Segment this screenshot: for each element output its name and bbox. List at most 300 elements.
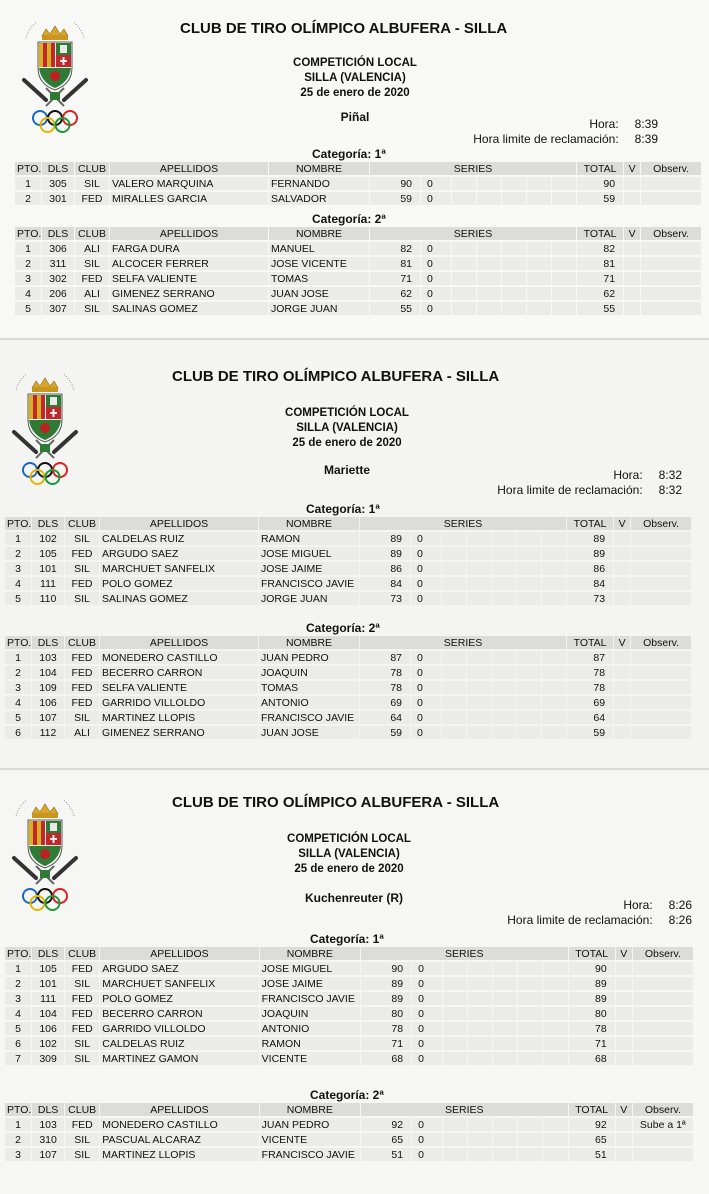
series-empty-cell bbox=[443, 1007, 467, 1020]
observ-cell bbox=[641, 272, 701, 285]
apellidos-cell: GARRIDO VILLOLDO bbox=[100, 696, 258, 709]
series-empty-cell bbox=[527, 177, 551, 190]
series-empty-cell bbox=[517, 666, 541, 679]
header-v: V bbox=[624, 227, 640, 240]
series-2-cell: 0 bbox=[421, 177, 451, 190]
header-total: TOTAL bbox=[567, 517, 613, 530]
nombre-cell: JUAN JOSE bbox=[269, 287, 369, 300]
series-1-cell: 90 bbox=[370, 177, 420, 190]
club-cell: SIL bbox=[65, 1052, 99, 1065]
series-2-cell: 0 bbox=[412, 977, 442, 990]
club-cell: FED bbox=[65, 1022, 99, 1035]
apellidos-cell: POLO GOMEZ bbox=[100, 577, 258, 590]
series-2-cell: 0 bbox=[421, 242, 451, 255]
nombre-cell: MANUEL bbox=[269, 242, 369, 255]
table-row bbox=[15, 302, 701, 315]
v-cell bbox=[624, 242, 640, 255]
dls-cell: 310 bbox=[32, 1133, 64, 1146]
dls-cell: 112 bbox=[32, 726, 64, 739]
series-empty-cell bbox=[452, 242, 476, 255]
series-2-cell: 0 bbox=[421, 302, 451, 315]
dls-cell: 306 bbox=[42, 242, 74, 255]
series-empty-cell bbox=[467, 592, 491, 605]
observ-cell bbox=[631, 577, 691, 590]
time-block bbox=[460, 468, 682, 498]
series-empty-cell bbox=[518, 1118, 542, 1131]
series-2-cell: 0 bbox=[412, 1133, 442, 1146]
series-1-cell: 82 bbox=[370, 242, 420, 255]
series-2-cell: 0 bbox=[421, 192, 451, 205]
series-empty-cell bbox=[452, 272, 476, 285]
header-total: TOTAL bbox=[569, 1103, 615, 1116]
series-1-cell: 78 bbox=[361, 1022, 411, 1035]
header-series: SERIES bbox=[361, 1103, 568, 1116]
category-title: Categoría: 1ª bbox=[306, 502, 380, 516]
header-v: V bbox=[616, 1103, 632, 1116]
total-cell: 89 bbox=[567, 547, 613, 560]
club-cell: SIL bbox=[65, 562, 99, 575]
observ-cell bbox=[631, 681, 691, 694]
apellidos-cell: MARCHUET SANFELIX bbox=[100, 977, 258, 990]
nombre-cell: JUAN PEDRO bbox=[260, 1118, 360, 1131]
series-empty-cell bbox=[477, 192, 501, 205]
competition-name: COMPETICIÓN LOCAL bbox=[293, 57, 417, 69]
nombre-cell: JOSE JAIME bbox=[259, 562, 359, 575]
v-cell bbox=[616, 1007, 632, 1020]
v-cell bbox=[616, 992, 632, 1005]
dls-cell: 103 bbox=[32, 651, 64, 664]
series-empty-cell bbox=[543, 1133, 567, 1146]
table-header-row bbox=[5, 1103, 693, 1116]
dls-cell: 109 bbox=[32, 681, 64, 694]
series-empty-cell bbox=[443, 1133, 467, 1146]
series-empty-cell bbox=[552, 302, 576, 315]
series-1-cell: 89 bbox=[360, 532, 410, 545]
series-empty-cell bbox=[492, 666, 516, 679]
nombre-cell: JORGE JUAN bbox=[259, 592, 359, 605]
series-empty-cell bbox=[502, 177, 526, 190]
observ-cell bbox=[641, 287, 701, 300]
position-cell: 5 bbox=[5, 1022, 31, 1035]
table-row bbox=[15, 242, 701, 255]
v-cell bbox=[614, 651, 630, 664]
header-v: V bbox=[624, 162, 640, 175]
reclamacion-value: 8:39 bbox=[634, 132, 658, 146]
table-row bbox=[5, 651, 691, 664]
header-apellidos: APELLIDOS bbox=[100, 947, 258, 960]
apellidos-cell: FARGA DURA bbox=[110, 242, 268, 255]
header-series: SERIES bbox=[370, 227, 576, 240]
header-apellidos: APELLIDOS bbox=[110, 162, 268, 175]
dls-cell: 107 bbox=[32, 1148, 64, 1161]
series-empty-cell bbox=[518, 1022, 542, 1035]
series-1-cell: 87 bbox=[360, 651, 410, 664]
header-apellidos: APELLIDOS bbox=[110, 227, 268, 240]
series-empty-cell bbox=[442, 577, 466, 590]
nombre-cell: JOSE VICENTE bbox=[269, 257, 369, 270]
series-empty-cell bbox=[492, 577, 516, 590]
table-row bbox=[5, 1007, 693, 1020]
series-empty-cell bbox=[518, 1037, 542, 1050]
series-empty-cell bbox=[442, 562, 466, 575]
series-empty-cell bbox=[468, 1118, 492, 1131]
series-empty-cell bbox=[493, 1007, 517, 1020]
header-pto: PTO. bbox=[17, 227, 41, 240]
v-cell bbox=[616, 1022, 632, 1035]
nombre-cell: JUAN JOSE bbox=[259, 726, 359, 739]
apellidos-cell: BECERRO CARRON bbox=[100, 1007, 258, 1020]
series-empty-cell bbox=[517, 696, 541, 709]
club-cell: SIL bbox=[65, 592, 99, 605]
header-dls: DLS bbox=[42, 162, 74, 175]
position-cell: 7 bbox=[5, 1052, 31, 1065]
nombre-cell: TOMAS bbox=[269, 272, 369, 285]
dls-cell: 106 bbox=[32, 1022, 64, 1035]
apellidos-cell: SALINAS GOMEZ bbox=[100, 592, 258, 605]
v-cell bbox=[614, 696, 630, 709]
weapon-name: Mariette bbox=[323, 463, 370, 477]
results-table bbox=[4, 515, 692, 607]
header-observ: Observ. bbox=[633, 947, 693, 960]
nombre-cell: FRANCISCO JAVIE bbox=[260, 1148, 360, 1161]
series-empty-cell bbox=[517, 651, 541, 664]
series-empty-cell bbox=[552, 257, 576, 270]
series-2-cell: 0 bbox=[411, 666, 441, 679]
series-empty-cell bbox=[543, 977, 567, 990]
header-club: CLUB bbox=[65, 947, 99, 960]
series-empty-cell bbox=[542, 696, 566, 709]
header-pto: PTO. bbox=[7, 636, 31, 649]
apellidos-cell: ARGUDO SAEZ bbox=[100, 962, 258, 975]
series-2-cell: 0 bbox=[411, 681, 441, 694]
header-club: CLUB bbox=[65, 1103, 99, 1116]
series-2-cell: 0 bbox=[411, 577, 441, 590]
total-cell: 55 bbox=[577, 302, 623, 315]
observ-cell bbox=[633, 1052, 693, 1065]
apellidos-cell: SALINAS GOMEZ bbox=[110, 302, 268, 315]
results-table bbox=[4, 945, 694, 1067]
series-empty-cell bbox=[452, 177, 476, 190]
nombre-cell: VICENTE bbox=[260, 1052, 360, 1065]
apellidos-cell: MARCHUET SANFELIX bbox=[100, 562, 258, 575]
club-cell: FED bbox=[65, 577, 99, 590]
position-cell: 5 bbox=[5, 592, 31, 605]
series-2-cell: 0 bbox=[412, 1148, 442, 1161]
reclamacion-label: Hora limite de reclamación: bbox=[507, 913, 653, 927]
dls-cell: 101 bbox=[32, 977, 64, 990]
series-empty-cell bbox=[502, 192, 526, 205]
club-cell: FED bbox=[75, 272, 109, 285]
dls-cell: 103 bbox=[32, 1118, 64, 1131]
v-cell bbox=[614, 681, 630, 694]
series-empty-cell bbox=[452, 302, 476, 315]
position-cell: 2 bbox=[5, 547, 31, 560]
position-cell: 4 bbox=[5, 577, 31, 590]
reclamacion-label: Hora limite de reclamación: bbox=[473, 132, 619, 146]
position-cell: 1 bbox=[15, 177, 41, 190]
series-1-cell: 55 bbox=[370, 302, 420, 315]
apellidos-cell: GARRIDO VILLOLDO bbox=[100, 1022, 258, 1035]
club-cell: FED bbox=[65, 1118, 99, 1131]
total-cell: 92 bbox=[569, 1118, 615, 1131]
series-2-cell: 0 bbox=[411, 651, 441, 664]
nombre-cell: JORGE JUAN bbox=[269, 302, 369, 315]
position-cell: 1 bbox=[15, 242, 41, 255]
observ-cell bbox=[641, 192, 701, 205]
series-empty-cell bbox=[543, 962, 567, 975]
series-2-cell: 0 bbox=[411, 711, 441, 724]
series-1-cell: 78 bbox=[360, 666, 410, 679]
club-cell: ALI bbox=[75, 287, 109, 300]
header-series: SERIES bbox=[360, 517, 566, 530]
series-empty-cell bbox=[493, 1148, 517, 1161]
apellidos-cell: CALDELAS RUIZ bbox=[100, 532, 258, 545]
apellidos-cell: BECERRO CARRON bbox=[100, 666, 258, 679]
series-1-cell: 51 bbox=[361, 1148, 411, 1161]
category-title: Categoría: 2ª bbox=[306, 621, 380, 635]
series-1-cell: 71 bbox=[370, 272, 420, 285]
table-row bbox=[5, 1133, 693, 1146]
total-cell: 69 bbox=[567, 696, 613, 709]
header-pto: PTO. bbox=[7, 947, 32, 960]
position-cell: 2 bbox=[15, 192, 41, 205]
reclamacion-label: Hora limite de reclamación: bbox=[497, 483, 643, 497]
series-empty-cell bbox=[442, 726, 466, 739]
series-2-cell: 0 bbox=[412, 992, 442, 1005]
apellidos-cell: POLO GOMEZ bbox=[100, 992, 258, 1005]
header-dls: DLS bbox=[32, 947, 64, 960]
series-empty-cell bbox=[493, 1052, 517, 1065]
position-cell: 5 bbox=[5, 711, 31, 724]
series-2-cell: 0 bbox=[411, 592, 441, 605]
series-empty-cell bbox=[543, 1148, 567, 1161]
series-empty-cell bbox=[443, 962, 467, 975]
series-empty-cell bbox=[552, 287, 576, 300]
series-empty-cell bbox=[467, 547, 491, 560]
club-cell: SIL bbox=[75, 177, 109, 190]
series-empty-cell bbox=[467, 532, 491, 545]
total-cell: 51 bbox=[569, 1148, 615, 1161]
table-row bbox=[15, 192, 701, 205]
series-1-cell: 64 bbox=[360, 711, 410, 724]
total-cell: 59 bbox=[577, 192, 623, 205]
series-1-cell: 62 bbox=[370, 287, 420, 300]
series-2-cell: 0 bbox=[421, 257, 451, 270]
nombre-cell: SALVADOR bbox=[269, 192, 369, 205]
series-empty-cell bbox=[442, 711, 466, 724]
apellidos-cell: MARTINEZ LLOPIS bbox=[100, 711, 258, 724]
v-cell bbox=[614, 592, 630, 605]
nombre-cell: ANTONIO bbox=[260, 1022, 360, 1035]
position-cell: 6 bbox=[5, 726, 31, 739]
observ-cell bbox=[631, 592, 691, 605]
header-v: V bbox=[614, 636, 630, 649]
apellidos-cell: MONEDERO CASTILLO bbox=[100, 651, 258, 664]
position-cell: 3 bbox=[5, 1148, 31, 1161]
category-title: Categoría: 1ª bbox=[310, 932, 384, 946]
observ-cell bbox=[631, 696, 691, 709]
series-empty-cell bbox=[543, 1052, 567, 1065]
observ-cell bbox=[633, 977, 693, 990]
series-empty-cell bbox=[468, 977, 492, 990]
series-empty-cell bbox=[443, 1022, 467, 1035]
series-empty-cell bbox=[493, 1037, 517, 1050]
series-empty-cell bbox=[477, 257, 501, 270]
series-empty-cell bbox=[542, 562, 566, 575]
club-cell: FED bbox=[65, 666, 99, 679]
nombre-cell: JUAN PEDRO bbox=[259, 651, 359, 664]
series-empty-cell bbox=[467, 681, 491, 694]
observ-cell: Sube a 1ª bbox=[633, 1118, 693, 1131]
observ-cell bbox=[633, 1037, 693, 1050]
table-row bbox=[5, 696, 691, 709]
position-cell: 3 bbox=[15, 272, 41, 285]
total-cell: 71 bbox=[577, 272, 623, 285]
series-1-cell: 65 bbox=[361, 1133, 411, 1146]
series-1-cell: 78 bbox=[360, 681, 410, 694]
club-cell: ALI bbox=[75, 242, 109, 255]
nombre-cell: ANTONIO bbox=[259, 696, 359, 709]
v-cell bbox=[614, 562, 630, 575]
v-cell bbox=[616, 977, 632, 990]
table-row bbox=[5, 977, 693, 990]
club-cell: SIL bbox=[65, 1037, 99, 1050]
series-empty-cell bbox=[492, 562, 516, 575]
club-cell: SIL bbox=[65, 977, 99, 990]
series-empty-cell bbox=[502, 257, 526, 270]
position-cell: 4 bbox=[5, 1007, 31, 1020]
position-cell: 2 bbox=[5, 1133, 31, 1146]
series-1-cell: 80 bbox=[361, 1007, 411, 1020]
series-empty-cell bbox=[467, 651, 491, 664]
series-empty-cell bbox=[527, 257, 551, 270]
series-empty-cell bbox=[518, 1148, 542, 1161]
series-empty-cell bbox=[467, 696, 491, 709]
table-header-row bbox=[15, 227, 701, 240]
apellidos-cell: MONEDERO CASTILLO bbox=[100, 1118, 258, 1131]
v-cell bbox=[616, 1037, 632, 1050]
dls-cell: 301 bbox=[42, 192, 74, 205]
series-empty-cell bbox=[467, 726, 491, 739]
series-1-cell: 73 bbox=[360, 592, 410, 605]
position-cell: 5 bbox=[15, 302, 41, 315]
apellidos-cell: SELFA VALIENTE bbox=[110, 272, 268, 285]
table-row bbox=[5, 962, 693, 975]
table-row bbox=[5, 681, 691, 694]
series-empty-cell bbox=[518, 992, 542, 1005]
series-empty-cell bbox=[492, 651, 516, 664]
series-empty-cell bbox=[492, 592, 516, 605]
series-empty-cell bbox=[518, 962, 542, 975]
nombre-cell: JOAQUIN bbox=[259, 666, 359, 679]
position-cell: 4 bbox=[15, 287, 41, 300]
club-cell: FED bbox=[65, 696, 99, 709]
dls-cell: 105 bbox=[32, 547, 64, 560]
series-empty-cell bbox=[552, 192, 576, 205]
total-cell: 89 bbox=[567, 532, 613, 545]
total-cell: 71 bbox=[569, 1037, 615, 1050]
competition-date: 25 de enero de 2020 bbox=[294, 863, 404, 875]
v-cell bbox=[624, 257, 640, 270]
apellidos-cell: MARTINEZ LLOPIS bbox=[100, 1148, 258, 1161]
series-2-cell: 0 bbox=[412, 1022, 442, 1035]
series-empty-cell bbox=[477, 242, 501, 255]
apellidos-cell: PASCUAL ALCARAZ bbox=[100, 1133, 258, 1146]
header-nombre: NOMBRE bbox=[259, 517, 359, 530]
dls-cell: 106 bbox=[32, 696, 64, 709]
series-empty-cell bbox=[477, 272, 501, 285]
table-header-row bbox=[5, 517, 691, 530]
header-series: SERIES bbox=[370, 162, 576, 175]
series-1-cell: 89 bbox=[361, 977, 411, 990]
total-cell: 87 bbox=[567, 651, 613, 664]
nombre-cell: JOSE MIGUEL bbox=[259, 547, 359, 560]
table-row bbox=[5, 992, 693, 1005]
table-row bbox=[5, 562, 691, 575]
club-title: CLUB DE TIRO OLÍMPICO ALBUFERA - SILLA bbox=[172, 794, 500, 811]
series-empty-cell bbox=[527, 242, 551, 255]
table-row bbox=[5, 1022, 693, 1035]
series-empty-cell bbox=[468, 992, 492, 1005]
series-empty-cell bbox=[542, 547, 566, 560]
series-empty-cell bbox=[443, 977, 467, 990]
series-2-cell: 0 bbox=[412, 1007, 442, 1020]
series-empty-cell bbox=[542, 592, 566, 605]
dls-cell: 107 bbox=[32, 711, 64, 724]
observ-cell bbox=[641, 242, 701, 255]
nombre-cell: JOSE JAIME bbox=[260, 977, 360, 990]
series-empty-cell bbox=[442, 681, 466, 694]
series-1-cell: 68 bbox=[361, 1052, 411, 1065]
series-empty-cell bbox=[443, 1052, 467, 1065]
observ-cell bbox=[641, 257, 701, 270]
table-row bbox=[15, 272, 701, 285]
series-empty-cell bbox=[467, 666, 491, 679]
results-table bbox=[14, 160, 702, 207]
dls-cell: 305 bbox=[42, 177, 74, 190]
total-cell: 78 bbox=[567, 681, 613, 694]
position-cell: 2 bbox=[15, 257, 41, 270]
total-cell: 59 bbox=[567, 726, 613, 739]
series-empty-cell bbox=[543, 992, 567, 1005]
series-empty-cell bbox=[467, 711, 491, 724]
observ-cell bbox=[631, 532, 691, 545]
total-cell: 89 bbox=[569, 992, 615, 1005]
table-header-row bbox=[15, 162, 701, 175]
dls-cell: 302 bbox=[42, 272, 74, 285]
position-cell: 2 bbox=[5, 977, 31, 990]
series-empty-cell bbox=[527, 272, 551, 285]
results-table bbox=[4, 634, 692, 741]
v-cell bbox=[614, 711, 630, 724]
series-empty-cell bbox=[517, 592, 541, 605]
series-empty-cell bbox=[442, 547, 466, 560]
series-empty-cell bbox=[552, 242, 576, 255]
category-title: Categoría: 2ª bbox=[312, 212, 386, 226]
series-empty-cell bbox=[542, 726, 566, 739]
apellidos-cell: CALDELAS RUIZ bbox=[100, 1037, 258, 1050]
series-empty-cell bbox=[518, 1133, 542, 1146]
v-cell bbox=[616, 1148, 632, 1161]
position-cell: 2 bbox=[5, 666, 31, 679]
series-empty-cell bbox=[543, 1022, 567, 1035]
series-empty-cell bbox=[443, 992, 467, 1005]
dls-cell: 101 bbox=[32, 562, 64, 575]
header-total: TOTAL bbox=[577, 227, 623, 240]
total-cell: 78 bbox=[567, 666, 613, 679]
series-1-cell: 71 bbox=[361, 1037, 411, 1050]
series-empty-cell bbox=[493, 1022, 517, 1035]
